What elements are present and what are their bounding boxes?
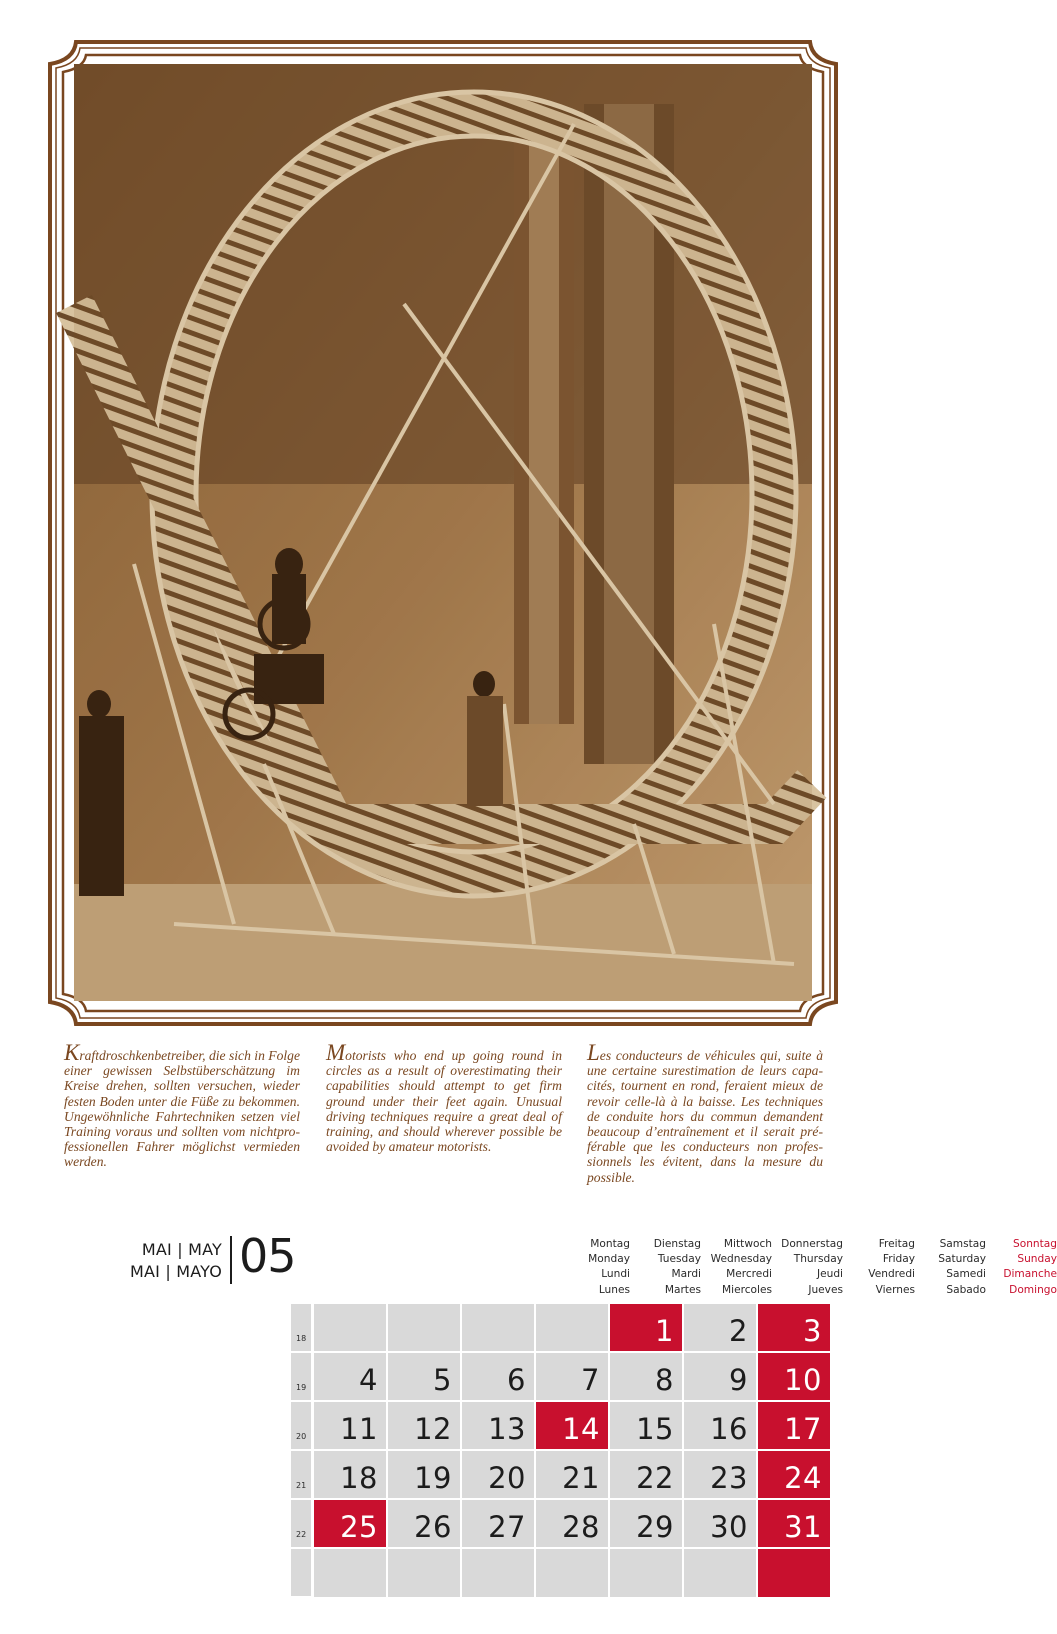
day-cell (314, 1353, 386, 1400)
vintage-photo (74, 64, 812, 1001)
day-cell (684, 1549, 756, 1597)
week-number-cell (291, 1304, 311, 1351)
day-number: 5 (433, 1363, 452, 1397)
day-cell (684, 1402, 756, 1449)
photo-frame (46, 38, 840, 1028)
weekday-name-es: Lunes (598, 1283, 630, 1296)
day-cell (758, 1500, 830, 1547)
day-cell (388, 1549, 460, 1597)
weekday-name-fr: Jeudi (816, 1268, 843, 1281)
week-number: 20 (296, 1432, 307, 1441)
weekday-name-en: Friday (882, 1253, 915, 1266)
day-cell (536, 1500, 608, 1547)
weekday-name-en: Monday (588, 1253, 630, 1266)
weekday-name-en: Saturday (938, 1253, 986, 1266)
day-cell (388, 1451, 460, 1498)
day-number: 21 (562, 1461, 600, 1495)
weekday-name-es: Domingo (1009, 1283, 1057, 1296)
day-number: 1 (655, 1314, 674, 1348)
weekday-name-de: Dienstag (653, 1238, 701, 1250)
day-number: 10 (784, 1363, 822, 1397)
day-cell (388, 1500, 460, 1547)
day-number: 14 (562, 1412, 600, 1446)
day-number: 18 (340, 1461, 378, 1495)
loop-the-loop-photo-icon (74, 64, 812, 1001)
day-cell (610, 1402, 682, 1449)
day-number: 19 (414, 1461, 452, 1495)
day-number: 3 (803, 1314, 822, 1348)
day-cell (462, 1353, 534, 1400)
day-number: 8 (655, 1363, 674, 1397)
weekday-label (985, 1237, 1057, 1298)
day-cell (462, 1304, 534, 1351)
day-cell (536, 1304, 608, 1351)
day-cell (314, 1451, 386, 1498)
weekday-header (314, 1237, 1057, 1299)
day-cell (684, 1451, 756, 1498)
day-cell (536, 1451, 608, 1498)
day-number: 2 (729, 1314, 748, 1348)
day-cell (758, 1549, 830, 1597)
day-cell (536, 1549, 608, 1597)
day-number: 31 (784, 1510, 822, 1544)
caption-columns (64, 1040, 826, 1206)
weekday-name-fr: Vendredi (868, 1268, 915, 1281)
weekday-name-fr: Dimanche (1003, 1268, 1057, 1281)
day-cell (536, 1402, 608, 1449)
week-number: 18 (296, 1334, 307, 1343)
day-cell (758, 1353, 830, 1400)
day-number: 17 (784, 1412, 822, 1446)
day-number: 4 (359, 1363, 378, 1397)
day-cell (536, 1353, 608, 1400)
month-names (130, 1239, 222, 1283)
day-cell (388, 1304, 460, 1351)
weekday-name-en: Sunday (1017, 1253, 1057, 1266)
day-number: 13 (488, 1412, 526, 1446)
day-number: 30 (710, 1510, 748, 1544)
weekday-name-de: Sonntag (1012, 1238, 1057, 1250)
drop-initial: L (587, 1040, 600, 1065)
caption-english (326, 1040, 562, 1155)
weekday-name-de: Montag (590, 1238, 630, 1250)
day-cell (462, 1402, 534, 1449)
day-cell (610, 1353, 682, 1400)
day-number: 22 (636, 1461, 674, 1495)
week-number-cell (291, 1451, 311, 1498)
day-number: 26 (414, 1510, 452, 1544)
day-cell (314, 1549, 386, 1597)
day-cell (462, 1549, 534, 1597)
weekday-label (843, 1237, 915, 1298)
weekday-label (700, 1237, 772, 1298)
caption-french (587, 1040, 823, 1185)
day-cell (684, 1304, 756, 1351)
week-number: 22 (296, 1530, 307, 1539)
caption-german (64, 1040, 300, 1170)
day-number: 23 (710, 1461, 748, 1495)
weekday-name-fr: Lundi (601, 1268, 630, 1281)
day-cell (388, 1353, 460, 1400)
day-cell (462, 1500, 534, 1547)
day-cell (610, 1304, 682, 1351)
day-cell (684, 1500, 756, 1547)
weekday-label (914, 1237, 986, 1298)
day-number: 9 (729, 1363, 748, 1397)
weekday-label (771, 1237, 843, 1298)
day-number: 11 (340, 1412, 378, 1446)
week-number: 19 (296, 1383, 307, 1392)
day-number: 29 (636, 1510, 674, 1544)
weekday-name-fr: Samedi (946, 1268, 986, 1281)
day-number: 7 (581, 1363, 600, 1397)
weekday-name-es: Viernes (875, 1283, 915, 1296)
weekday-name-fr: Mardi (671, 1268, 701, 1281)
day-number: 24 (784, 1461, 822, 1495)
day-number: 28 (562, 1510, 600, 1544)
day-cell (314, 1304, 386, 1351)
caption-body: raftdroschkenbetreiber, die sich in Folge einer gewissen Selbstüberschätzung im Kreise drehen, sollten versuchen, wieder festen Boden unter die Füße zu bekommen. Ungewöhnliche Fahrtechniken setzen viel Training voraus und sollten vom nichtprofessionellen Fahrer möglichst vermieden werden. (64, 1048, 300, 1170)
weekday-name-de: Mittwoch (723, 1238, 772, 1250)
weekday-name-es: Martes (664, 1283, 701, 1296)
day-cell (388, 1402, 460, 1449)
weekday-name-de: Samstag (939, 1238, 986, 1250)
day-cell (314, 1402, 386, 1449)
weekday-name-en: Wednesday (710, 1253, 772, 1266)
day-cell (610, 1500, 682, 1547)
day-number: 12 (414, 1412, 452, 1446)
day-cell (462, 1451, 534, 1498)
day-cell (758, 1451, 830, 1498)
weekday-name-en: Thursday (793, 1253, 843, 1266)
drop-initial: K (64, 1040, 80, 1065)
week-number-cell (291, 1500, 311, 1547)
day-number: 16 (710, 1412, 748, 1446)
weekday-name-es: Sabado (946, 1283, 986, 1296)
day-cell (314, 1500, 386, 1547)
day-cell (610, 1451, 682, 1498)
day-number: 20 (488, 1461, 526, 1495)
weekday-name-de: Donnerstag (781, 1238, 843, 1250)
weekday-name-en: Tuesday (657, 1253, 701, 1266)
week-number-cell (291, 1402, 311, 1449)
month-name-line1: MAI | MAY (141, 1240, 222, 1259)
weekday-label (629, 1237, 701, 1298)
weekday-label (558, 1237, 630, 1298)
month-name-line2: MAI | MAYO (129, 1262, 222, 1281)
week-number-cell (291, 1549, 311, 1596)
day-number: 15 (636, 1412, 674, 1446)
day-number: 27 (488, 1510, 526, 1544)
weekday-name-de: Freitag (878, 1238, 915, 1250)
day-number: 6 (507, 1363, 526, 1397)
weekday-name-es: Jueves (808, 1283, 843, 1296)
month-divider (230, 1236, 232, 1284)
day-cell (758, 1304, 830, 1351)
caption-body: otorists who end up going round in circles as a result of overestimating their capabilities should attempt to get firm ground under their feet again. Unusual driving techniques require a great deal of training, and should wherever possible be avoided by amateur motorists. (326, 1048, 562, 1155)
caption-body: es conducteurs de véhicules qui, suite à une certaine surestimation de leurs capacités, tournent en rond, feraient mieux de revoir celle-là à la baisse. Les techniques de conduite hors du commun demandent beaucoup d’entraînement et il serait préférable que les conducteurs non professionnels les évitent, dans la mesure du possible. (587, 1048, 823, 1185)
month-number: 05 (239, 1229, 296, 1283)
drop-initial: M (326, 1040, 346, 1065)
weekday-name-fr: Mercredi (726, 1268, 772, 1281)
day-cell (758, 1402, 830, 1449)
week-number: 21 (296, 1481, 307, 1490)
weekday-name-es: Miercoles (721, 1283, 772, 1296)
week-number-cell (291, 1353, 311, 1400)
day-cell (610, 1549, 682, 1597)
day-cell (684, 1353, 756, 1400)
day-number: 25 (340, 1510, 378, 1544)
